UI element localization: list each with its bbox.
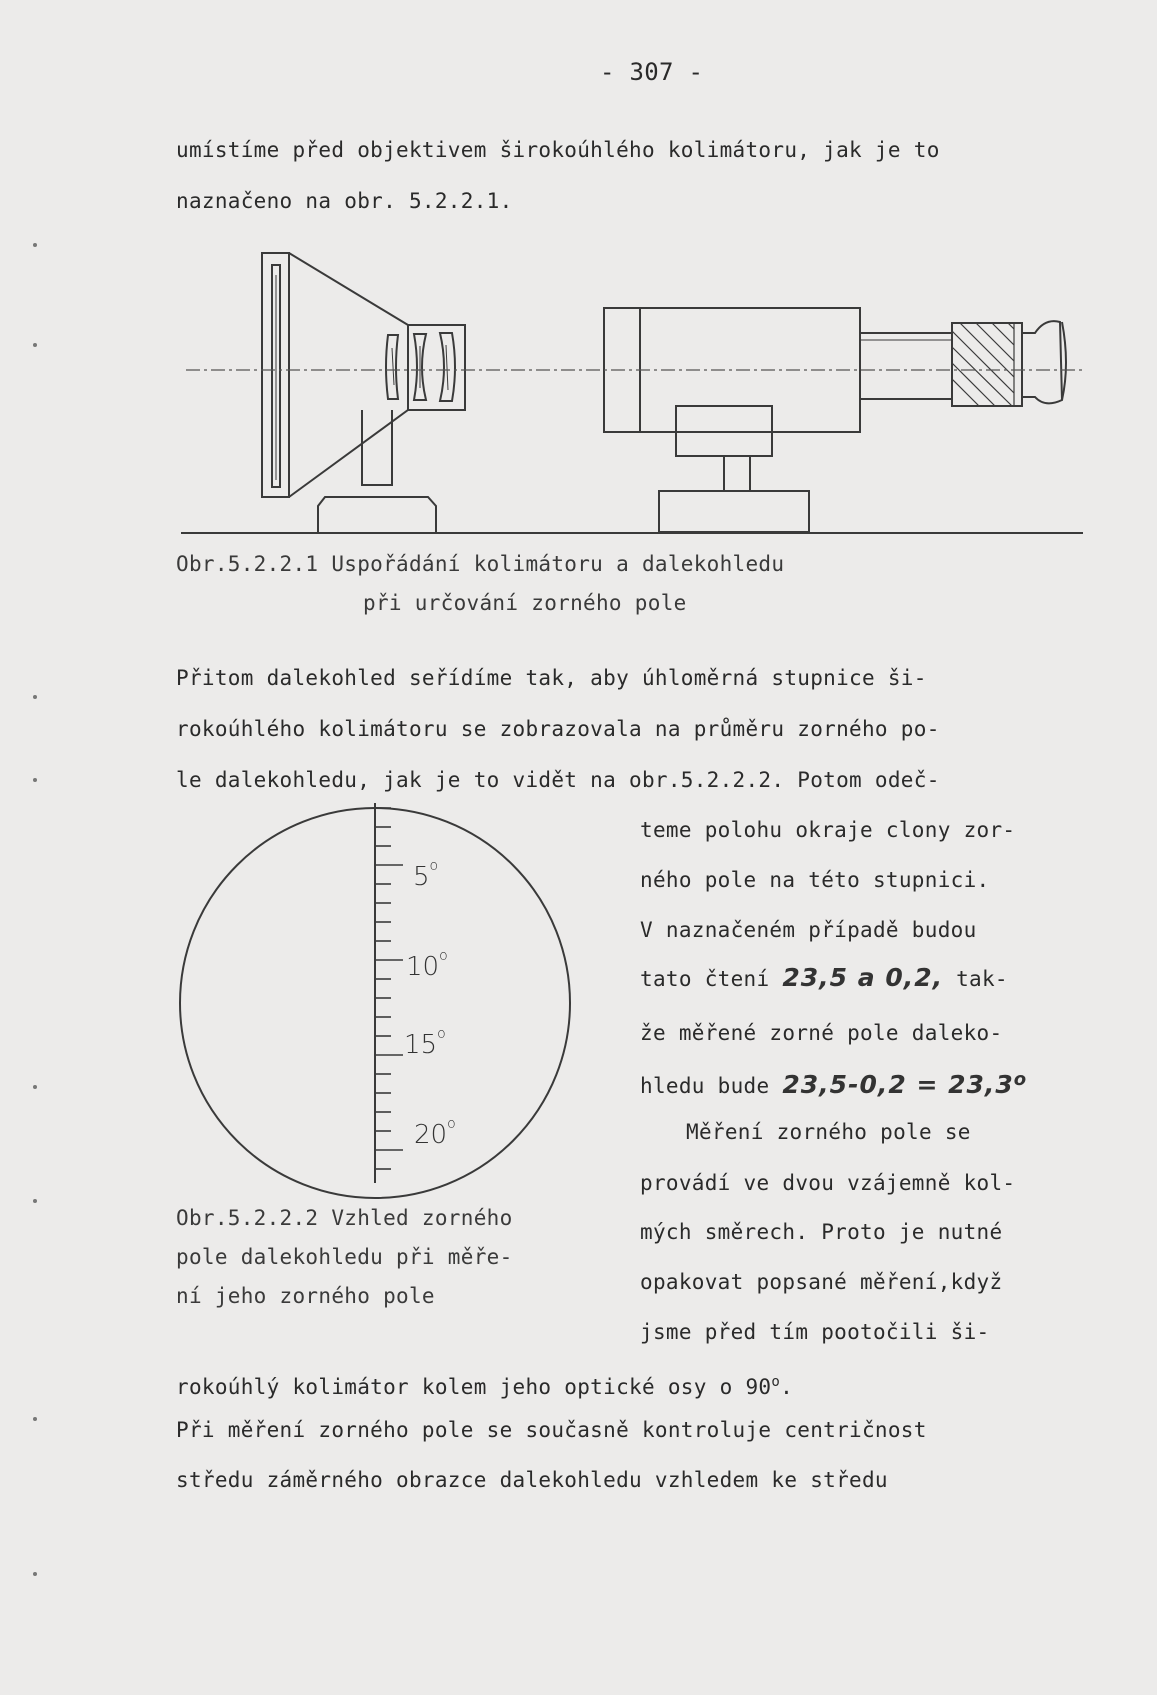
closing-line-2: Při měření zorného pole se současně kontroluje centričnost [176,1418,927,1442]
collimator-lens [386,335,398,399]
binding-hole [33,1417,37,1421]
side-line-11: jsme před tím pootočili ši- [640,1320,990,1344]
scale-label-10: 10$^o$ [406,948,448,982]
collimator-lens [440,333,455,401]
handwritten-readings: 23,5 a 0,2, [782,963,944,992]
side-line-8: provádí ve dvou vzájemně kol- [640,1171,1016,1195]
side-line-4: tato čtení 23,5 a 0,2, tak- [640,963,1008,992]
field-of-view-circle [180,808,570,1198]
collimator-telescope-diagram [0,0,1157,560]
intro-line-1: umístíme před objektivem širokoúhlého kolimátoru, jak je to [176,138,940,162]
side-line-5: že měřené zorné pole daleko- [640,1021,1003,1045]
collimator-stand [362,410,392,485]
page-number: - 307 - [600,58,704,86]
figure2-caption-line-1: Obr.5.2.2.2 Vzhled zorného [176,1206,513,1230]
binding-hole [33,778,37,782]
closing-line-1: rokoúhlý kolimátor kolem jeho optické osy o 90$^o$. [176,1374,794,1399]
telescope-base [659,491,809,532]
scale-label-5: 5$^o$ [413,858,439,892]
eyepiece-cup [1022,321,1062,403]
binding-hole [33,695,37,699]
figure2-caption-line-3: ní jeho zorného pole [176,1284,435,1308]
scale-label-15: 15$^o$ [404,1026,446,1060]
intro-line-2: naznačeno na obr. 5.2.2.1. [176,189,513,213]
body-line-2: rokoúhlého kolimátoru se zobrazovala na průměru zorného po- [176,717,940,741]
scale-label-20: 20$^o$ [414,1116,456,1150]
side-line-1: teme polohu okraje clony zor- [640,818,1016,842]
side-line-9: mých směrech. Proto je nutné [640,1220,1003,1244]
eyepiece-ring [952,323,1022,406]
binding-hole [33,1085,37,1089]
figure2-caption-line-2: pole dalekohledu při měře- [176,1245,513,1269]
figure1-caption-line-2: při určování zorného pole [363,591,687,615]
body-line-3: le dalekohledu, jak je to vidět na obr.5.2.2.2. Potom odeč- [176,768,940,792]
binding-hole [33,1572,37,1576]
side-line-3: V naznačeném případě budou [640,918,977,942]
side-line-7: Měření zorného pole se [686,1120,971,1144]
closing-line-3: středu záměrného obrazce dalekohledu vzhledem ke středu [176,1468,888,1492]
binding-hole [33,1199,37,1203]
figure1-caption-line-1: Obr.5.2.2.1 Uspořádání kolimátoru a dalekohledu [176,552,785,576]
side-line-6: hledu bude $23,5-0,2 = 23,3^o$ [640,1069,1028,1099]
handwritten-result: 23,5-0,2 = 23,3 [782,1070,1014,1099]
side-line-10: opakovat popsané měření,když [640,1270,1003,1294]
collimator-housing [289,253,465,497]
telescope-tube [860,333,952,399]
side-line-2: ného pole na této stupnici. [640,868,990,892]
body-line-1: Přitom dalekohled seřídíme tak, aby úhloměrná stupnice ši- [176,666,927,690]
